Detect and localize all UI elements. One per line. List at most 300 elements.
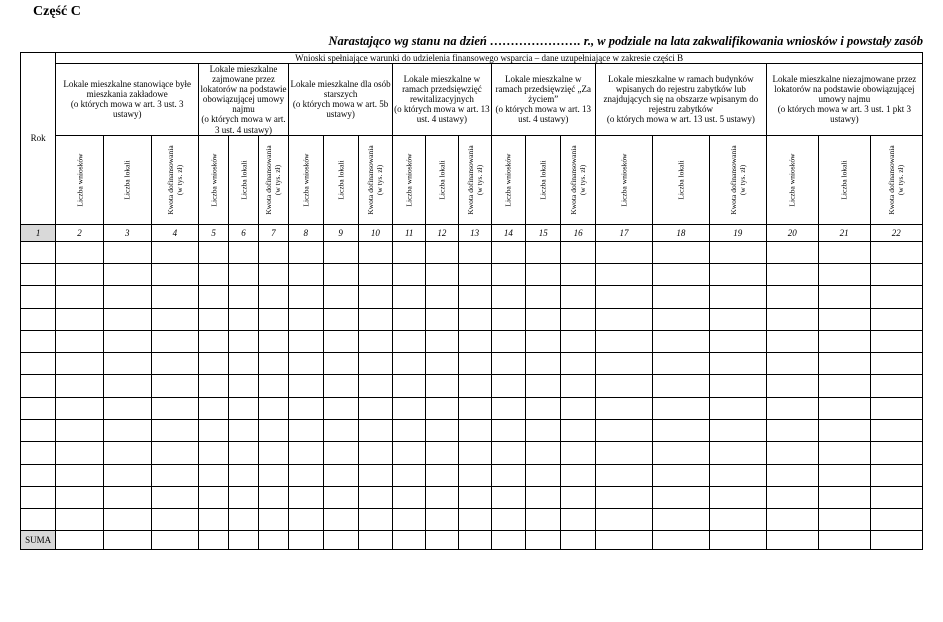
table-cell[interactable] xyxy=(709,263,766,285)
table-cell[interactable] xyxy=(151,353,199,375)
table-cell[interactable] xyxy=(426,420,459,442)
table-row[interactable] xyxy=(21,397,923,419)
table-cell[interactable] xyxy=(199,442,229,464)
table-cell[interactable] xyxy=(870,330,922,352)
table-cell[interactable] xyxy=(151,241,199,263)
sum-cell[interactable] xyxy=(56,531,104,550)
table-cell[interactable] xyxy=(766,263,818,285)
table-cell[interactable] xyxy=(288,286,323,308)
table-row[interactable] xyxy=(21,353,923,375)
table-cell[interactable] xyxy=(652,397,709,419)
table-cell[interactable] xyxy=(199,308,229,330)
table-cell[interactable] xyxy=(766,308,818,330)
table-cell[interactable] xyxy=(766,442,818,464)
table-cell[interactable] xyxy=(229,353,259,375)
table-cell[interactable] xyxy=(56,308,104,330)
table-cell[interactable] xyxy=(358,420,393,442)
table-cell[interactable] xyxy=(561,397,596,419)
table-cell[interactable] xyxy=(258,464,288,486)
sum-cell[interactable] xyxy=(426,531,459,550)
sum-cell[interactable] xyxy=(709,531,766,550)
table-cell[interactable] xyxy=(709,442,766,464)
table-cell[interactable] xyxy=(766,420,818,442)
table-cell[interactable] xyxy=(199,509,229,531)
table-cell[interactable] xyxy=(199,375,229,397)
table-cell[interactable] xyxy=(229,286,259,308)
year-cell[interactable] xyxy=(21,330,56,352)
table-cell[interactable] xyxy=(229,397,259,419)
table-cell[interactable] xyxy=(526,263,561,285)
table-cell[interactable] xyxy=(561,486,596,508)
table-cell[interactable] xyxy=(596,308,653,330)
table-cell[interactable] xyxy=(258,442,288,464)
table-cell[interactable] xyxy=(56,464,104,486)
table-cell[interactable] xyxy=(709,397,766,419)
table-cell[interactable] xyxy=(818,375,870,397)
year-cell[interactable] xyxy=(21,509,56,531)
table-cell[interactable] xyxy=(709,330,766,352)
table-cell[interactable] xyxy=(288,420,323,442)
table-cell[interactable] xyxy=(458,308,491,330)
table-cell[interactable] xyxy=(652,375,709,397)
table-row[interactable] xyxy=(21,308,923,330)
table-cell[interactable] xyxy=(151,286,199,308)
table-cell[interactable] xyxy=(652,509,709,531)
table-cell[interactable] xyxy=(426,509,459,531)
table-cell[interactable] xyxy=(393,353,426,375)
table-cell[interactable] xyxy=(458,442,491,464)
table-cell[interactable] xyxy=(199,420,229,442)
table-row[interactable] xyxy=(21,241,923,263)
table-cell[interactable] xyxy=(458,397,491,419)
table-cell[interactable] xyxy=(56,353,104,375)
table-cell[interactable] xyxy=(818,330,870,352)
table-cell[interactable] xyxy=(358,486,393,508)
table-cell[interactable] xyxy=(526,308,561,330)
table-cell[interactable] xyxy=(870,286,922,308)
sum-cell[interactable] xyxy=(323,531,358,550)
table-cell[interactable] xyxy=(393,286,426,308)
table-cell[interactable] xyxy=(258,241,288,263)
table-cell[interactable] xyxy=(526,420,561,442)
table-cell[interactable] xyxy=(652,263,709,285)
table-cell[interactable] xyxy=(358,509,393,531)
table-cell[interactable] xyxy=(561,464,596,486)
table-cell[interactable] xyxy=(393,442,426,464)
table-cell[interactable] xyxy=(229,509,259,531)
table-cell[interactable] xyxy=(426,442,459,464)
table-cell[interactable] xyxy=(426,308,459,330)
table-cell[interactable] xyxy=(393,509,426,531)
table-cell[interactable] xyxy=(323,353,358,375)
table-cell[interactable] xyxy=(766,241,818,263)
table-cell[interactable] xyxy=(229,263,259,285)
table-cell[interactable] xyxy=(596,241,653,263)
table-cell[interactable] xyxy=(561,509,596,531)
table-cell[interactable] xyxy=(652,308,709,330)
table-cell[interactable] xyxy=(458,486,491,508)
table-cell[interactable] xyxy=(103,397,151,419)
table-cell[interactable] xyxy=(103,353,151,375)
table-cell[interactable] xyxy=(199,397,229,419)
table-cell[interactable] xyxy=(103,330,151,352)
table-cell[interactable] xyxy=(491,241,526,263)
sum-cell[interactable] xyxy=(491,531,526,550)
table-cell[interactable] xyxy=(526,397,561,419)
table-cell[interactable] xyxy=(56,486,104,508)
table-cell[interactable] xyxy=(526,330,561,352)
table-cell[interactable] xyxy=(596,420,653,442)
sum-cell[interactable] xyxy=(596,531,653,550)
table-cell[interactable] xyxy=(103,420,151,442)
table-cell[interactable] xyxy=(818,263,870,285)
table-cell[interactable] xyxy=(526,286,561,308)
table-row[interactable] xyxy=(21,486,923,508)
table-cell[interactable] xyxy=(870,241,922,263)
table-cell[interactable] xyxy=(709,509,766,531)
table-cell[interactable] xyxy=(358,286,393,308)
table-cell[interactable] xyxy=(652,330,709,352)
sum-cell[interactable] xyxy=(229,531,259,550)
table-cell[interactable] xyxy=(258,330,288,352)
table-cell[interactable] xyxy=(288,241,323,263)
table-cell[interactable] xyxy=(103,464,151,486)
sum-cell[interactable] xyxy=(258,531,288,550)
table-cell[interactable] xyxy=(596,486,653,508)
table-row[interactable] xyxy=(21,509,923,531)
table-cell[interactable] xyxy=(491,263,526,285)
table-row[interactable] xyxy=(21,263,923,285)
table-cell[interactable] xyxy=(199,353,229,375)
table-cell[interactable] xyxy=(393,420,426,442)
sum-cell[interactable] xyxy=(526,531,561,550)
table-cell[interactable] xyxy=(709,375,766,397)
table-cell[interactable] xyxy=(151,263,199,285)
table-cell[interactable] xyxy=(151,509,199,531)
table-cell[interactable] xyxy=(393,308,426,330)
table-cell[interactable] xyxy=(491,486,526,508)
table-cell[interactable] xyxy=(491,464,526,486)
year-cell[interactable] xyxy=(21,397,56,419)
table-cell[interactable] xyxy=(199,464,229,486)
table-cell[interactable] xyxy=(561,263,596,285)
table-cell[interactable] xyxy=(652,486,709,508)
table-cell[interactable] xyxy=(709,464,766,486)
table-row[interactable] xyxy=(21,286,923,308)
table-cell[interactable] xyxy=(561,442,596,464)
table-cell[interactable] xyxy=(652,353,709,375)
sum-cell[interactable] xyxy=(652,531,709,550)
table-cell[interactable] xyxy=(358,241,393,263)
table-cell[interactable] xyxy=(103,263,151,285)
table-cell[interactable] xyxy=(358,330,393,352)
table-cell[interactable] xyxy=(323,397,358,419)
table-cell[interactable] xyxy=(103,308,151,330)
table-cell[interactable] xyxy=(526,353,561,375)
table-cell[interactable] xyxy=(596,509,653,531)
table-cell[interactable] xyxy=(358,464,393,486)
table-cell[interactable] xyxy=(358,263,393,285)
table-cell[interactable] xyxy=(288,509,323,531)
sum-cell[interactable] xyxy=(393,531,426,550)
sum-cell[interactable] xyxy=(199,531,229,550)
table-row[interactable] xyxy=(21,442,923,464)
table-cell[interactable] xyxy=(870,509,922,531)
sum-cell[interactable] xyxy=(818,531,870,550)
table-cell[interactable] xyxy=(596,286,653,308)
table-cell[interactable] xyxy=(818,420,870,442)
table-cell[interactable] xyxy=(561,330,596,352)
table-cell[interactable] xyxy=(870,420,922,442)
table-cell[interactable] xyxy=(652,286,709,308)
table-cell[interactable] xyxy=(491,353,526,375)
table-cell[interactable] xyxy=(258,375,288,397)
table-cell[interactable] xyxy=(526,375,561,397)
table-cell[interactable] xyxy=(426,353,459,375)
table-cell[interactable] xyxy=(458,420,491,442)
table-cell[interactable] xyxy=(288,353,323,375)
table-cell[interactable] xyxy=(766,509,818,531)
table-cell[interactable] xyxy=(596,397,653,419)
table-cell[interactable] xyxy=(818,509,870,531)
table-cell[interactable] xyxy=(229,486,259,508)
table-cell[interactable] xyxy=(56,241,104,263)
table-cell[interactable] xyxy=(766,486,818,508)
table-cell[interactable] xyxy=(199,241,229,263)
table-row[interactable] xyxy=(21,420,923,442)
table-cell[interactable] xyxy=(818,241,870,263)
table-cell[interactable] xyxy=(393,375,426,397)
table-cell[interactable] xyxy=(526,241,561,263)
table-cell[interactable] xyxy=(199,286,229,308)
year-cell[interactable] xyxy=(21,263,56,285)
table-cell[interactable] xyxy=(103,375,151,397)
table-cell[interactable] xyxy=(596,375,653,397)
table-cell[interactable] xyxy=(652,241,709,263)
table-cell[interactable] xyxy=(870,353,922,375)
table-cell[interactable] xyxy=(393,397,426,419)
table-cell[interactable] xyxy=(288,263,323,285)
table-cell[interactable] xyxy=(709,486,766,508)
table-cell[interactable] xyxy=(526,464,561,486)
table-cell[interactable] xyxy=(652,442,709,464)
table-cell[interactable] xyxy=(458,375,491,397)
table-cell[interactable] xyxy=(258,286,288,308)
table-cell[interactable] xyxy=(229,442,259,464)
year-cell[interactable] xyxy=(21,353,56,375)
table-cell[interactable] xyxy=(199,486,229,508)
table-cell[interactable] xyxy=(323,420,358,442)
table-cell[interactable] xyxy=(358,308,393,330)
table-cell[interactable] xyxy=(561,420,596,442)
table-cell[interactable] xyxy=(766,330,818,352)
table-cell[interactable] xyxy=(596,442,653,464)
table-cell[interactable] xyxy=(526,486,561,508)
table-cell[interactable] xyxy=(766,353,818,375)
table-cell[interactable] xyxy=(103,509,151,531)
table-cell[interactable] xyxy=(596,353,653,375)
table-cell[interactable] xyxy=(151,330,199,352)
table-cell[interactable] xyxy=(56,397,104,419)
table-cell[interactable] xyxy=(358,375,393,397)
table-cell[interactable] xyxy=(258,263,288,285)
table-cell[interactable] xyxy=(426,286,459,308)
table-cell[interactable] xyxy=(491,420,526,442)
table-cell[interactable] xyxy=(199,330,229,352)
table-cell[interactable] xyxy=(258,353,288,375)
table-cell[interactable] xyxy=(491,442,526,464)
table-cell[interactable] xyxy=(393,330,426,352)
table-cell[interactable] xyxy=(526,509,561,531)
table-cell[interactable] xyxy=(288,308,323,330)
table-cell[interactable] xyxy=(870,397,922,419)
table-cell[interactable] xyxy=(426,464,459,486)
table-cell[interactable] xyxy=(596,263,653,285)
table-cell[interactable] xyxy=(56,442,104,464)
table-cell[interactable] xyxy=(596,330,653,352)
table-cell[interactable] xyxy=(818,442,870,464)
table-cell[interactable] xyxy=(709,353,766,375)
table-cell[interactable] xyxy=(709,241,766,263)
table-cell[interactable] xyxy=(561,375,596,397)
table-cell[interactable] xyxy=(288,397,323,419)
year-cell[interactable] xyxy=(21,241,56,263)
table-cell[interactable] xyxy=(103,442,151,464)
table-cell[interactable] xyxy=(151,420,199,442)
table-cell[interactable] xyxy=(709,420,766,442)
year-cell[interactable] xyxy=(21,286,56,308)
table-cell[interactable] xyxy=(229,464,259,486)
table-cell[interactable] xyxy=(491,375,526,397)
table-cell[interactable] xyxy=(323,330,358,352)
table-cell[interactable] xyxy=(229,420,259,442)
table-cell[interactable] xyxy=(491,286,526,308)
table-cell[interactable] xyxy=(393,263,426,285)
table-cell[interactable] xyxy=(323,286,358,308)
year-cell[interactable] xyxy=(21,308,56,330)
table-cell[interactable] xyxy=(258,397,288,419)
sum-cell[interactable] xyxy=(103,531,151,550)
sum-cell[interactable] xyxy=(766,531,818,550)
table-cell[interactable] xyxy=(491,509,526,531)
table-cell[interactable] xyxy=(818,464,870,486)
table-row[interactable] xyxy=(21,375,923,397)
table-cell[interactable] xyxy=(288,330,323,352)
sum-cell[interactable] xyxy=(458,531,491,550)
table-cell[interactable] xyxy=(358,353,393,375)
table-row[interactable] xyxy=(21,330,923,352)
table-cell[interactable] xyxy=(103,286,151,308)
table-cell[interactable] xyxy=(766,397,818,419)
table-cell[interactable] xyxy=(229,330,259,352)
table-cell[interactable] xyxy=(199,263,229,285)
table-cell[interactable] xyxy=(323,442,358,464)
year-cell[interactable] xyxy=(21,486,56,508)
table-cell[interactable] xyxy=(288,442,323,464)
table-cell[interactable] xyxy=(561,241,596,263)
table-cell[interactable] xyxy=(818,308,870,330)
sum-cell[interactable] xyxy=(288,531,323,550)
table-cell[interactable] xyxy=(151,442,199,464)
table-cell[interactable] xyxy=(652,420,709,442)
sum-cell[interactable] xyxy=(561,531,596,550)
table-cell[interactable] xyxy=(870,442,922,464)
table-cell[interactable] xyxy=(766,286,818,308)
table-cell[interactable] xyxy=(426,330,459,352)
table-cell[interactable] xyxy=(56,509,104,531)
table-cell[interactable] xyxy=(288,375,323,397)
table-cell[interactable] xyxy=(358,397,393,419)
table-cell[interactable] xyxy=(766,375,818,397)
table-cell[interactable] xyxy=(426,241,459,263)
table-cell[interactable] xyxy=(458,353,491,375)
table-cell[interactable] xyxy=(561,286,596,308)
table-cell[interactable] xyxy=(426,263,459,285)
table-cell[interactable] xyxy=(229,241,259,263)
table-cell[interactable] xyxy=(323,263,358,285)
table-cell[interactable] xyxy=(288,464,323,486)
table-cell[interactable] xyxy=(818,286,870,308)
table-cell[interactable] xyxy=(258,420,288,442)
table-cell[interactable] xyxy=(323,486,358,508)
year-cell[interactable] xyxy=(21,375,56,397)
table-cell[interactable] xyxy=(323,464,358,486)
table-cell[interactable] xyxy=(870,308,922,330)
table-cell[interactable] xyxy=(323,375,358,397)
table-cell[interactable] xyxy=(818,397,870,419)
table-cell[interactable] xyxy=(258,486,288,508)
table-cell[interactable] xyxy=(458,509,491,531)
table-cell[interactable] xyxy=(151,375,199,397)
table-cell[interactable] xyxy=(56,286,104,308)
table-cell[interactable] xyxy=(458,464,491,486)
table-cell[interactable] xyxy=(323,308,358,330)
table-cell[interactable] xyxy=(426,486,459,508)
table-cell[interactable] xyxy=(151,308,199,330)
table-cell[interactable] xyxy=(709,286,766,308)
table-cell[interactable] xyxy=(323,509,358,531)
year-cell[interactable] xyxy=(21,420,56,442)
table-cell[interactable] xyxy=(870,263,922,285)
table-cell[interactable] xyxy=(818,486,870,508)
table-cell[interactable] xyxy=(56,375,104,397)
table-cell[interactable] xyxy=(56,263,104,285)
sum-cell[interactable] xyxy=(870,531,922,550)
table-cell[interactable] xyxy=(323,241,358,263)
table-cell[interactable] xyxy=(103,241,151,263)
table-cell[interactable] xyxy=(103,486,151,508)
table-cell[interactable] xyxy=(56,330,104,352)
table-cell[interactable] xyxy=(491,330,526,352)
table-cell[interactable] xyxy=(766,464,818,486)
table-cell[interactable] xyxy=(151,486,199,508)
table-cell[interactable] xyxy=(596,464,653,486)
table-cell[interactable] xyxy=(870,464,922,486)
table-cell[interactable] xyxy=(151,397,199,419)
table-cell[interactable] xyxy=(393,241,426,263)
table-cell[interactable] xyxy=(818,353,870,375)
table-cell[interactable] xyxy=(458,263,491,285)
table-cell[interactable] xyxy=(258,509,288,531)
table-cell[interactable] xyxy=(561,308,596,330)
table-cell[interactable] xyxy=(458,286,491,308)
table-cell[interactable] xyxy=(870,375,922,397)
year-cell[interactable] xyxy=(21,464,56,486)
table-cell[interactable] xyxy=(151,464,199,486)
sum-cell[interactable] xyxy=(358,531,393,550)
year-cell[interactable] xyxy=(21,442,56,464)
table-cell[interactable] xyxy=(426,375,459,397)
